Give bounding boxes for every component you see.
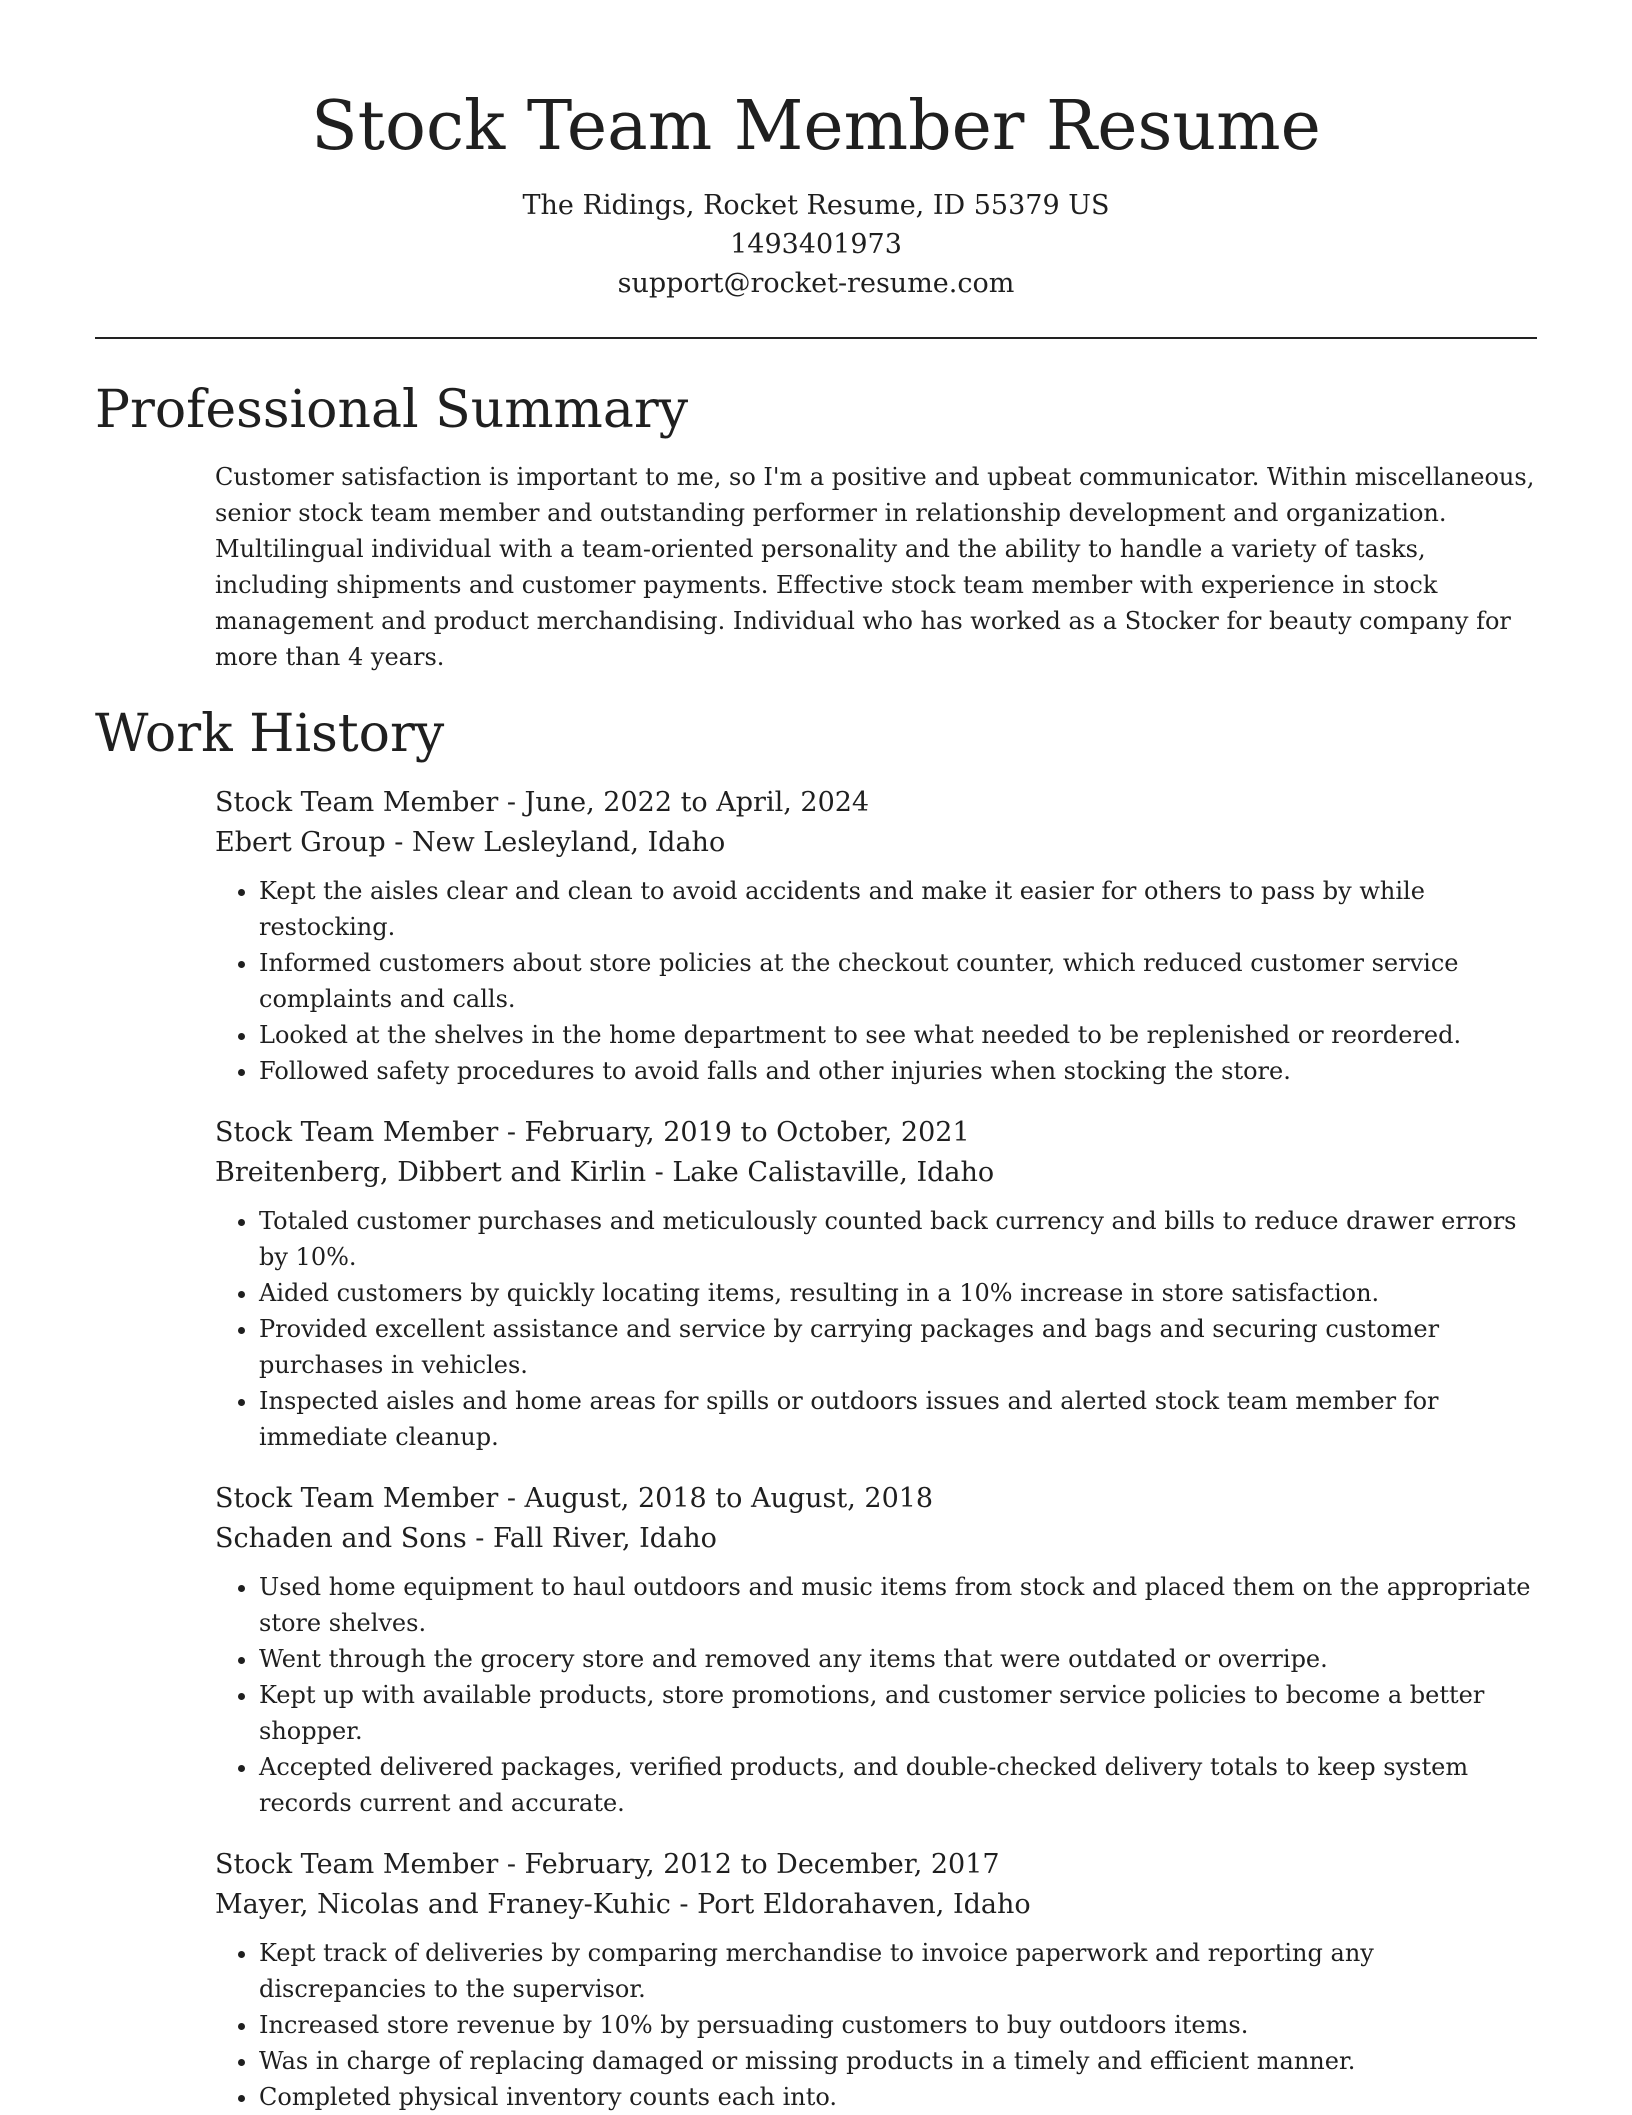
job-bullet: • Went through the grocery store and removed any items that were outdated or overripe. xyxy=(259,1641,1537,1677)
job-company-line xyxy=(215,1153,1537,1193)
job-title-line xyxy=(215,1479,1537,1519)
job-title: Stock Team Member xyxy=(215,787,499,818)
job-dates: - February, 2019 to October, 2021 xyxy=(498,1117,970,1148)
job-bullet: • Completed physical inventory counts each into. xyxy=(259,2079,1537,2115)
job-title-line xyxy=(215,783,1537,823)
header-divider xyxy=(95,337,1537,339)
email: support@rocket-resume.com xyxy=(617,268,1015,299)
job-bullet: • Totaled customer purchases and meticulously counted back currency and bills to reduce drawer errors by 10%. xyxy=(259,1203,1537,1275)
job-location: - Fall River, Idaho xyxy=(466,1523,717,1554)
job-bullets xyxy=(215,873,1537,1089)
summary-text: Customer satisfaction is important to me, so I'm a positive and upbeat communicator. Within miscellaneous, senior stock team member and outstanding performer in relationship development and organization. Multilingual individual with a team-oriented personality and the ability to handle a variety of tasks, including shipments and customer payments. Effective stock team member with experience in stock management and product merchandising. Individual who has worked as a Stocker for beauty company for more than 4 years. xyxy=(215,463,1535,671)
job-bullet: • Followed safety procedures to avoid falls and other injuries when stocking the store. xyxy=(259,1053,1537,1089)
address: The Ridings, Rocket Resume, ID 55379 US xyxy=(522,190,1110,221)
job-title: Stock Team Member xyxy=(215,1483,499,1514)
job-entry xyxy=(215,1113,1537,1455)
job-company: Mayer, Nicolas and Franey-Kuhic xyxy=(215,1889,671,1920)
job-title: Stock Team Member xyxy=(215,1117,499,1148)
job-bullet: • Provided excellent assistance and service by carrying packages and bags and securing customer purchases in vehicles. xyxy=(259,1311,1537,1383)
job-location: - New Lesleyland, Idaho xyxy=(385,827,726,858)
job-bullets xyxy=(215,1935,1537,2115)
job-bullet: • Kept track of deliveries by comparing merchandise to invoice paperwork and reporting any discrepancies to the supervisor. xyxy=(259,1935,1537,2007)
job-bullet: • Inspected aisles and home areas for spills or outdoors issues and alerted stock team member for immediate cleanup. xyxy=(259,1383,1537,1455)
resume-header xyxy=(0,0,1632,303)
job-bullet: • Aided customers by quickly locating items, resulting in a 10% increase in store satisfaction. xyxy=(259,1275,1537,1311)
job-title: Stock Team Member xyxy=(215,1849,499,1880)
job-dates: - February, 2012 to December, 2017 xyxy=(498,1849,1000,1880)
job-bullets xyxy=(215,1203,1537,1455)
job-bullet: • Increased store revenue by 10% by persuading customers to buy outdoors items. xyxy=(259,2007,1537,2043)
job-company: Breitenberg, Dibbert and Kirlin xyxy=(215,1157,647,1188)
job-dates: - June, 2022 to April, 2024 xyxy=(498,787,870,818)
job-dates: - August, 2018 to August, 2018 xyxy=(498,1483,934,1514)
job-location: - Lake Calistaville, Idaho xyxy=(646,1157,995,1188)
work-history-heading: Work History xyxy=(95,704,445,764)
job-bullet: • Was in charge of replacing damaged or missing products in a timely and efficient manner. xyxy=(259,2043,1537,2079)
job-company-line xyxy=(215,823,1537,863)
job-bullet: • Kept the aisles clear and clean to avoid accidents and make it easier for others to pass by while restocking. xyxy=(259,873,1537,945)
job-location: - Port Eldorahaven, Idaho xyxy=(670,1889,1031,1920)
summary-heading: Professional Summary xyxy=(95,380,689,440)
job-title-line xyxy=(215,1113,1537,1153)
job-company: Schaden and Sons xyxy=(215,1523,467,1554)
job-entry xyxy=(215,1845,1537,2115)
job-entry xyxy=(215,783,1537,1089)
phone: 1493401973 xyxy=(730,229,902,260)
job-bullet: • Looked at the shelves in the home department to see what needed to be replenished or reordered. xyxy=(259,1017,1537,1053)
job-company-line xyxy=(215,1885,1537,1925)
job-bullet: • Used home equipment to haul outdoors and music items from stock and placed them on the appropriate store shelves. xyxy=(259,1569,1537,1641)
job-entry xyxy=(215,1479,1537,1821)
job-company: Ebert Group xyxy=(215,827,386,858)
job-bullets xyxy=(215,1569,1537,1821)
resume-title: Stock Team Member Resume xyxy=(311,87,1321,166)
job-bullet: • Kept up with available products, store promotions, and customer service policies to become a better shopper. xyxy=(259,1677,1537,1749)
contact-block xyxy=(0,186,1632,303)
work-history-list xyxy=(0,783,1632,2115)
job-bullet: • Accepted delivered packages, verified products, and double-checked delivery totals to keep system records current and accurate. xyxy=(259,1749,1537,1821)
job-bullet: • Informed customers about store policies at the checkout counter, which reduced customer service complaints and calls. xyxy=(259,945,1537,1017)
job-company-line xyxy=(215,1519,1537,1559)
job-title-line xyxy=(215,1845,1537,1885)
